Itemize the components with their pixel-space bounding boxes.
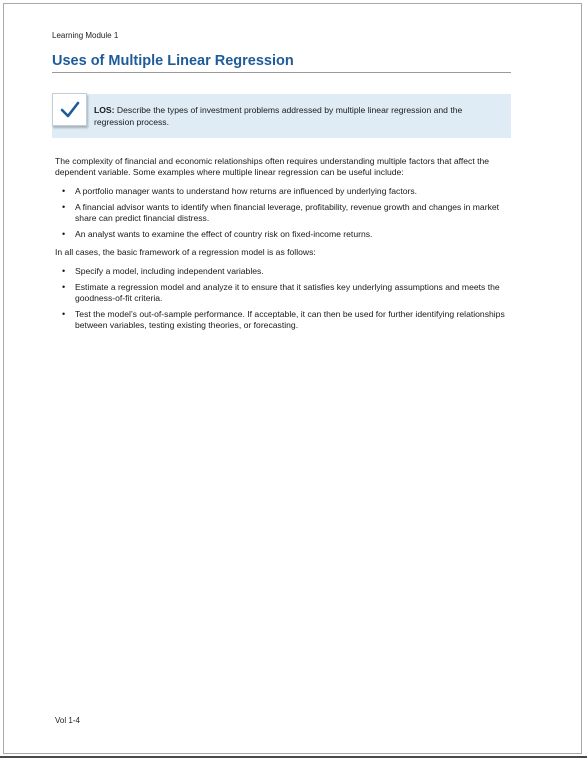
framework-list xyxy=(55,266,510,331)
examples-list xyxy=(55,186,510,240)
checkmark-icon xyxy=(52,93,87,126)
framework-paragraph: In all cases, the basic framework of a regression model is as follows: xyxy=(55,247,316,257)
list-item: • Specify a model, including independent variables. xyxy=(55,266,510,277)
intro-paragraph: The complexity of financial and economic relationships often requires understanding multiple factors that affect the dependent variable. Some examples where multiple linear regression can be useful include: xyxy=(55,156,490,177)
list-item: • A portfolio manager wants to understand how returns are influenced by underlying factors. xyxy=(55,186,510,197)
los-description: Describe the types of investment problems addressed by multiple linear regression and the regression process. xyxy=(94,105,463,127)
title-divider xyxy=(52,72,511,73)
los-text xyxy=(94,104,504,128)
page-number: Vol 1-4 xyxy=(55,716,80,725)
list-item: • Test the model’s out-of-sample performance. If acceptable, it can then be used for further identifying relationships between variables, testing existing theories, or forecasting. xyxy=(55,309,510,331)
los-label: LOS: xyxy=(94,105,115,115)
list-item: • A financial advisor wants to identify when financial leverage, profitability, revenue growth and changes in market share can predict financial distress. xyxy=(55,202,510,224)
module-label: Learning Module 1 xyxy=(52,31,119,40)
list-item: • An analyst wants to examine the effect of country risk on fixed-income returns. xyxy=(55,229,510,240)
list-item: • Estimate a regression model and analyze it to ensure that it satisfies key underlying assumptions and meets the goodness-of-fit criteria. xyxy=(55,282,510,304)
main-content xyxy=(55,156,510,338)
page-bottom-border xyxy=(0,756,587,758)
page-title: Uses of Multiple Linear Regression xyxy=(52,53,294,69)
